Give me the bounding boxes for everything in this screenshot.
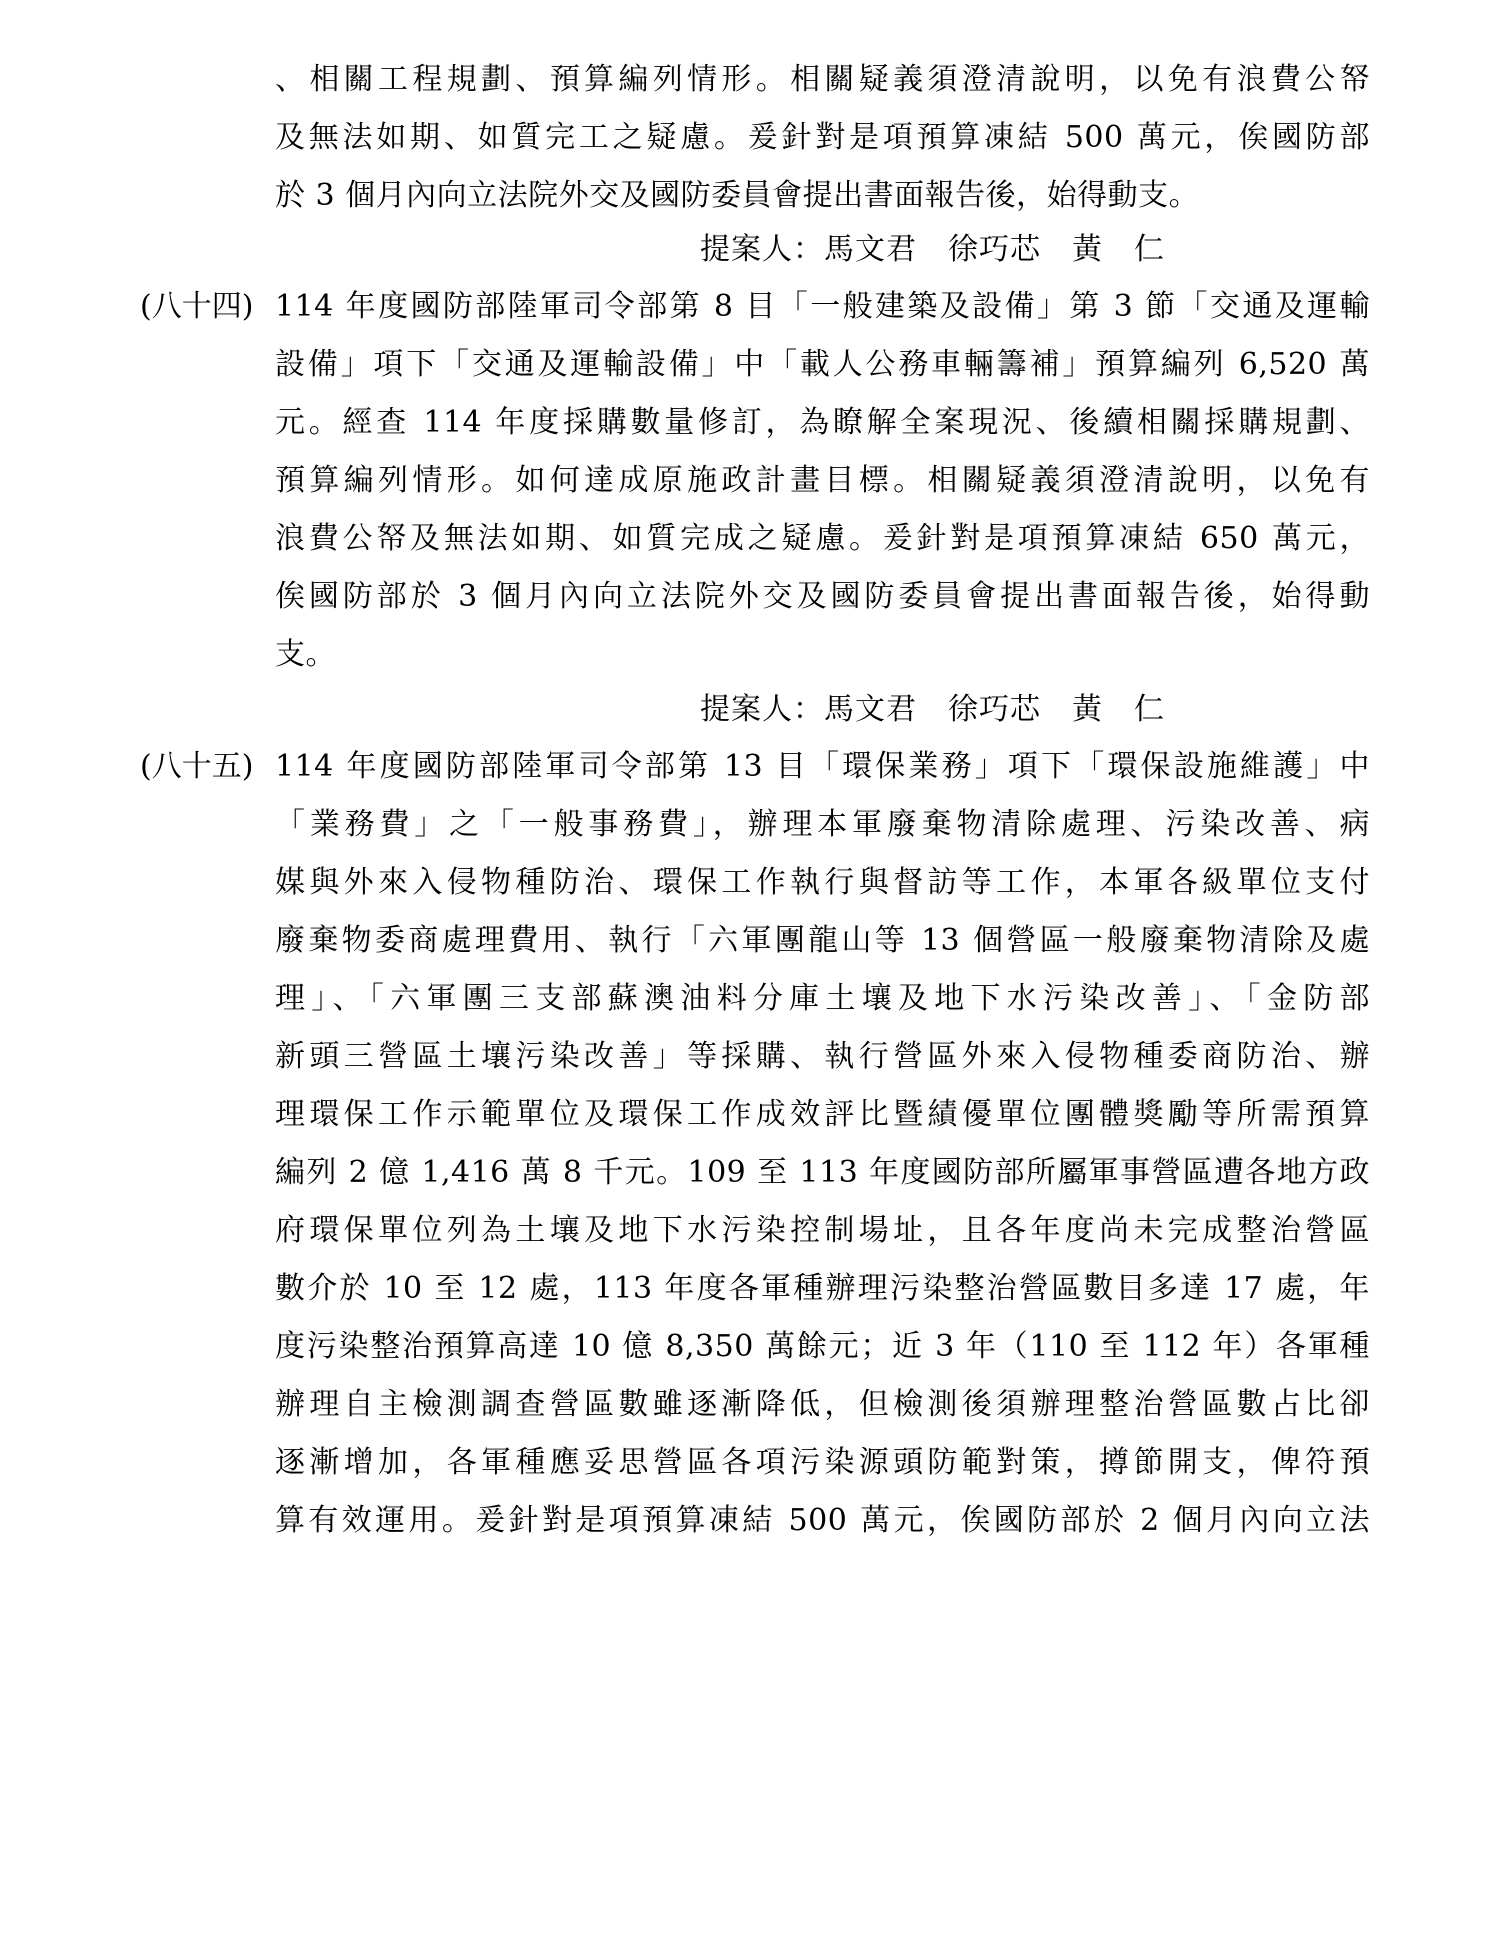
paragraph-line: 「業務費」之「一般事務費」，辦理本軍廢棄物清除處理、污染改善、病 [275, 807, 1370, 842]
paragraph-line: 度污染整治預算高達 10 億 8,350 萬餘元；近 3 年（110 至 112 年）各軍種 [275, 1329, 1370, 1364]
paragraph-line: 俟國防部於 3 個月內向立法院外交及國防委員會提出書面報告後，始得動 [275, 579, 1370, 614]
paragraph-line: 編列 2 億 1,416 萬 8 千元。109 至 113 年度國防部所屬軍事營區遭各地方政 [275, 1155, 1370, 1190]
paragraph-line: 廢棄物委商處理費用、執行「六軍團龍山等 13 個營區一般廢棄物清除及處 [275, 923, 1370, 958]
paragraph-line: 算有效運用。爰針對是項預算凍結 500 萬元，俟國防部於 2 個月內向立法 [275, 1503, 1370, 1538]
paragraph-line: 新頭三營區土壤污染改善」等採購、執行營區外來入侵物種委商防治、辦 [275, 1039, 1370, 1074]
paragraph-line: 媒與外來入侵物種防治、環保工作執行與督訪等工作，本軍各級單位支付 [275, 865, 1370, 900]
paragraph-line: 浪費公帑及無法如期、如質完成之疑慮。爰針對是項預算凍結 650 萬元， [275, 521, 1370, 556]
paragraph-line: 於 3 個月內向立法院外交及國防委員會提出書面報告後，始得動支。 [275, 178, 1200, 213]
paragraph-line: 支。 [275, 637, 336, 672]
paragraph-line: 114 年度國防部陸軍司令部第 13 目「環保業務」項下「環保設施維護」中 [275, 749, 1370, 784]
paragraph-line: 預算編列情形。如何達成原施政計畫目標。相關疑義須澄清說明，以免有 [275, 463, 1370, 498]
proposer-line: 提案人：馬文君 徐巧芯 黃 仁 [700, 692, 1165, 727]
paragraph-line: 元。經查 114 年度採購數量修訂，為瞭解全案現況、後續相關採購規劃、 [275, 405, 1370, 440]
paragraph-line: 設備」項下「交通及運輸設備」中「載人公務車輛籌補」預算編列 6,520 萬 [275, 347, 1370, 382]
paragraph-line: 數介於 10 至 12 處，113 年度各軍種辦理污染整治營區數目多達 17 處，年 [275, 1271, 1370, 1306]
paragraph-line: 理」、「六軍團三支部蘇澳油料分庫土壤及地下水污染改善」、「金防部 [275, 981, 1370, 1016]
paragraph-line: 及無法如期、如質完工之疑慮。爰針對是項預算凍結 500 萬元，俟國防部 [275, 120, 1370, 155]
proposer-line: 提案人：馬文君 徐巧芯 黃 仁 [700, 232, 1165, 267]
paragraph-line: 理環保工作示範單位及環保工作成效評比暨績優單位團體獎勵等所需預算 [275, 1097, 1370, 1132]
paragraph-line: 114 年度國防部陸軍司令部第 8 目「一般建築及設備」第 3 節「交通及運輸 [275, 289, 1370, 324]
paragraph-line: 、相關工程規劃、預算編列情形。相關疑義須澄清說明，以免有浪費公帑 [275, 62, 1370, 97]
item-label: (八十四) [140, 289, 254, 324]
paragraph-line: 府環保單位列為土壤及地下水污染控制場址，且各年度尚未完成整治營區 [275, 1213, 1370, 1248]
paragraph-line: 逐漸增加，各軍種應妥思營區各項污染源頭防範對策，撙節開支，俾符預 [275, 1445, 1370, 1480]
paragraph-line: 辦理自主檢測調查營區數雖逐漸降低，但檢測後須辦理整治營區數占比卻 [275, 1387, 1370, 1422]
item-label: (八十五) [140, 749, 254, 784]
